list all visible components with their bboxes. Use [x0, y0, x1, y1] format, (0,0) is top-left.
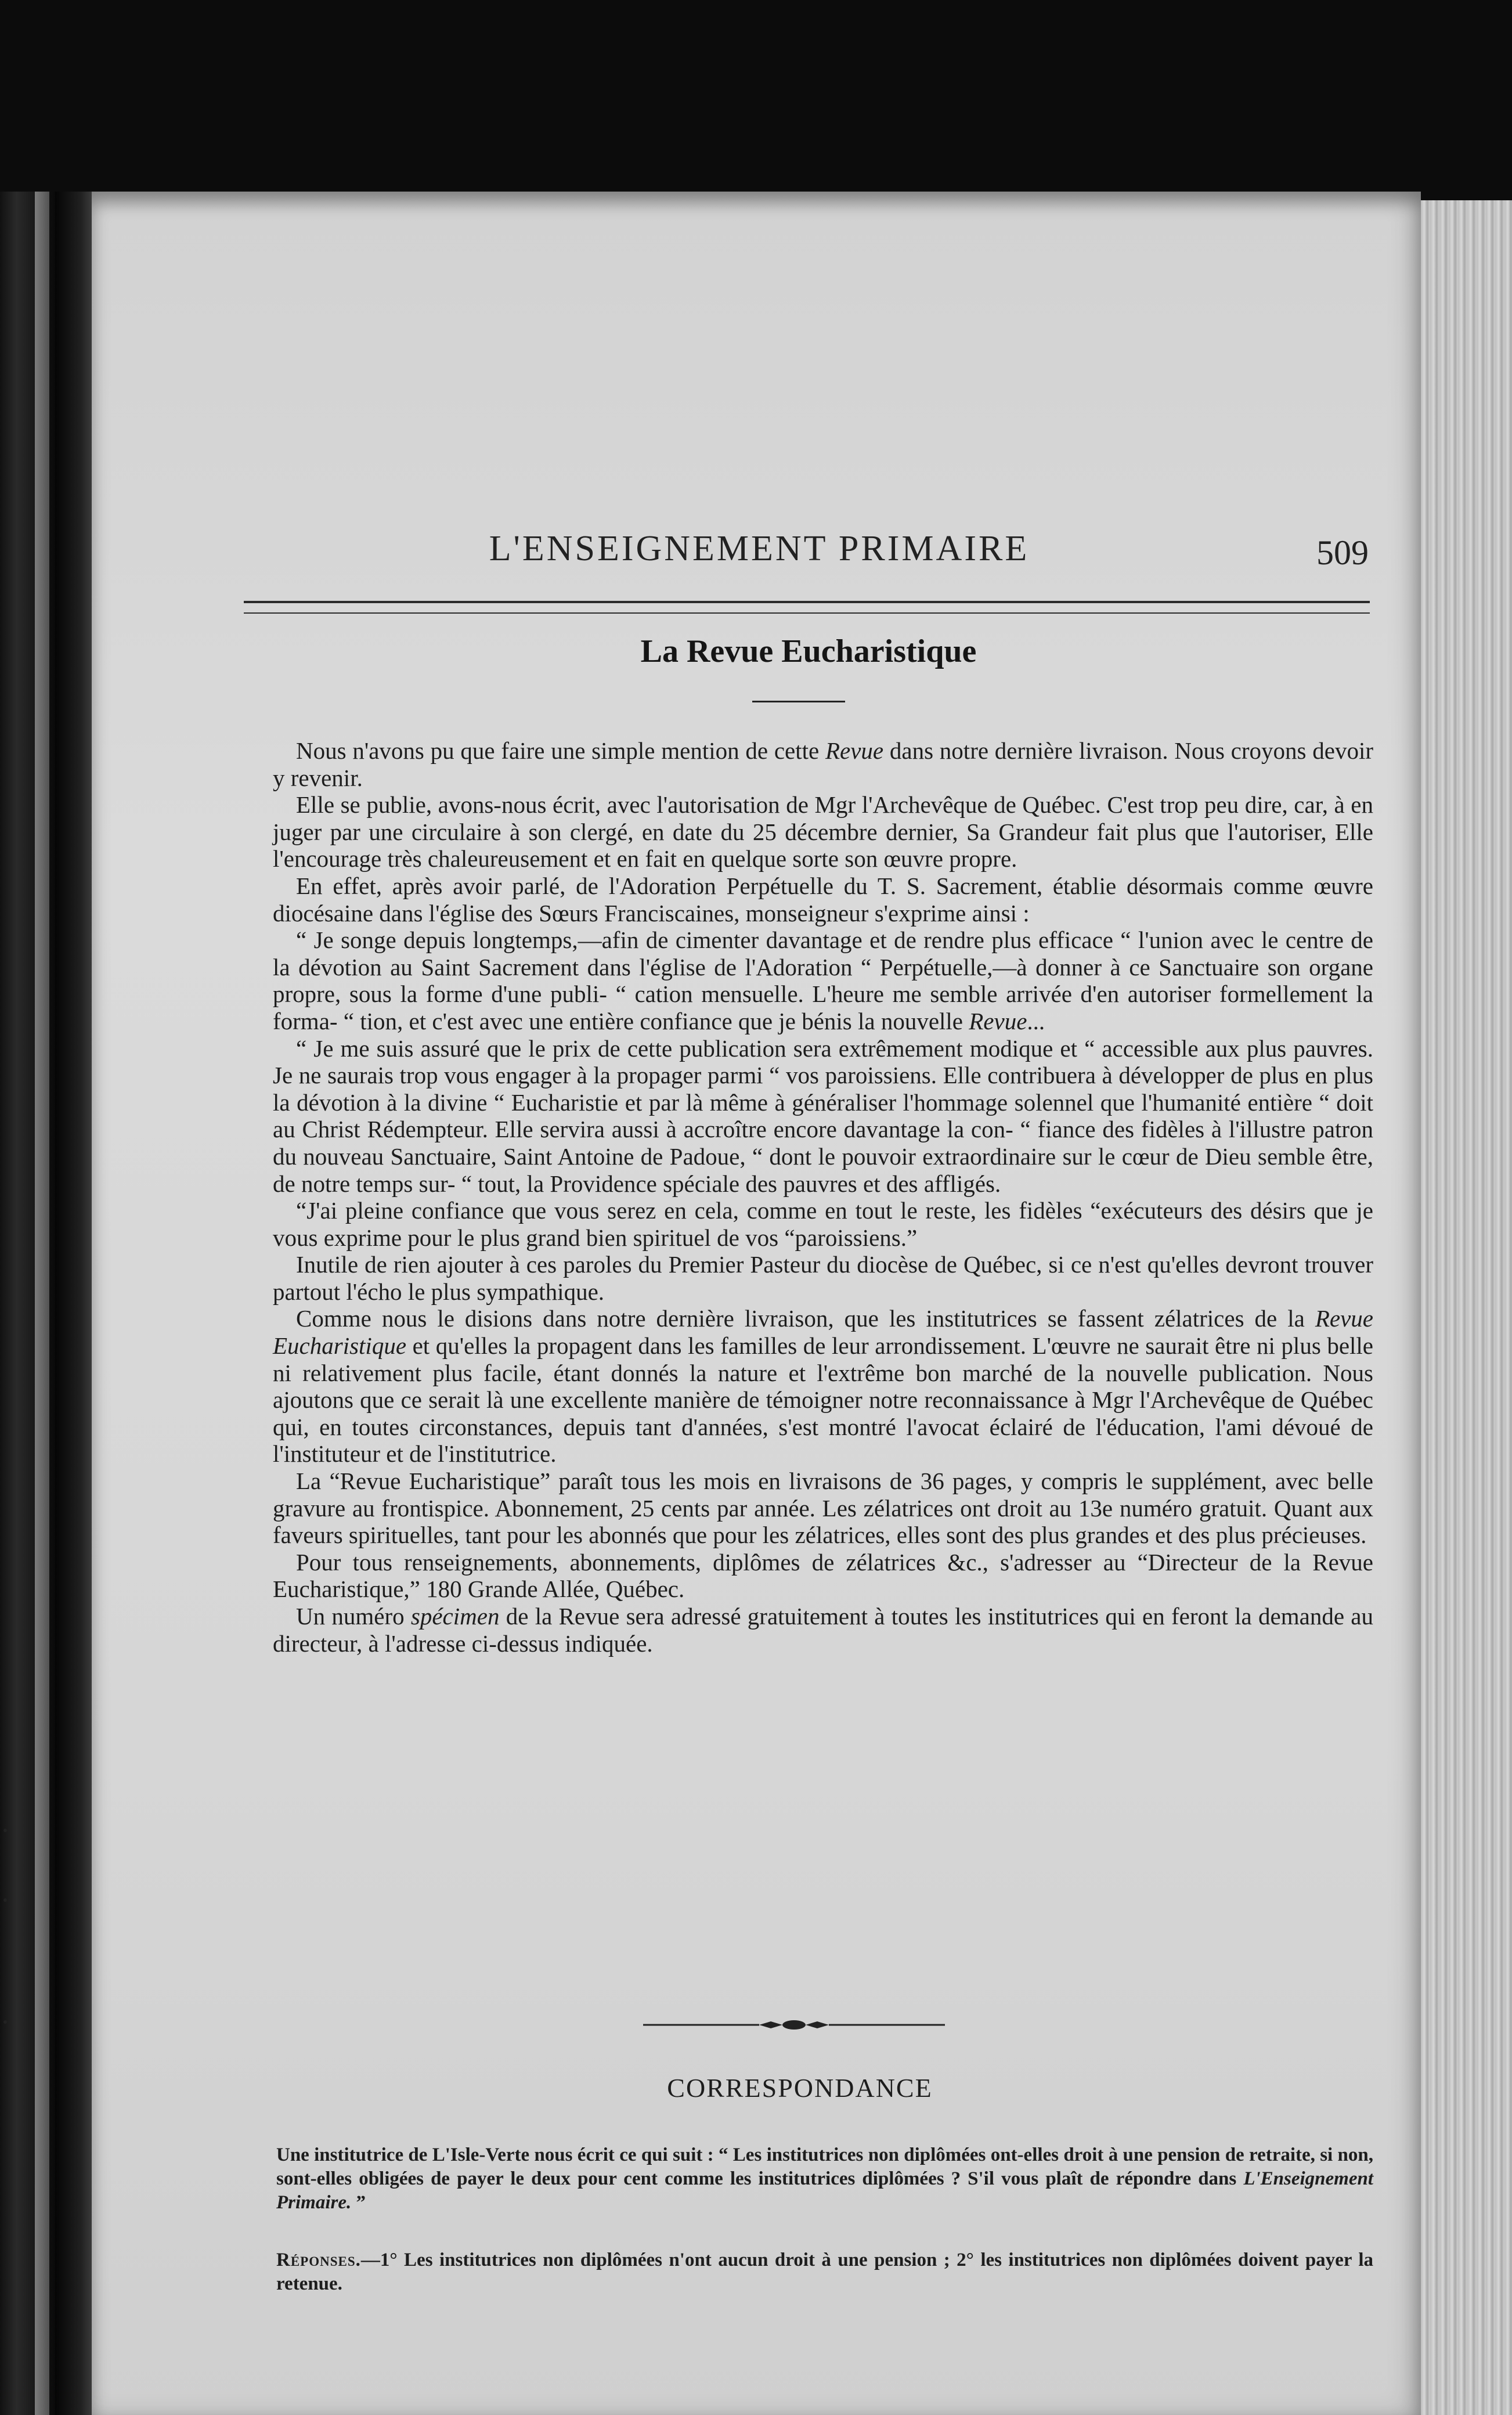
book-gutter: [55, 192, 92, 2415]
paragraph-text: de la Revue sera adressé gratuitement à toutes les institutrices qui en feront la demande au directeur, à l'adresse ci-dessus indiquée.: [273, 1603, 1373, 1657]
running-head: L'ENSEIGNEMENT PRIMAIRE: [489, 529, 1030, 568]
paragraph: Pour tous renseignements, abonnements, diplômes de zélatrices &c., s'adresser au “Directeur de la Revue Eucharistique,” 180 Grande Allée, Québec.: [273, 1548, 1373, 1603]
facing-page-edge: [35, 192, 49, 2415]
article-body: [273, 737, 1373, 1657]
paragraph-text: dans notre dernière livraison. Nous croyons devoir y revenir.: [273, 737, 1373, 791]
answer-text: [276, 2248, 1373, 2296]
paragraph: [273, 1603, 1373, 1657]
section-title: CORRESPONDANCE: [667, 2073, 933, 2103]
answer-label: Réponses.: [276, 2250, 361, 2270]
paragraph-text: Comme nous le disions dans notre dernière livraison, que les institutrices se fassent zélatrices de la: [296, 1305, 1315, 1332]
paragraph-emphasis: spécimen: [410, 1603, 500, 1630]
answer-body: —1° Les institutrices non diplômées n'ont aucun droit à une pension ; 2° les institutrices non diplômées doivent payer la retenue.: [276, 2250, 1373, 2294]
margin-speck: [3, 2020, 7, 2024]
article-title: La Revue Eucharistique: [640, 633, 977, 669]
paragraph: Elle se publie, avons-nous écrit, avec l'autorisation de Mgr l'Archevêque de Québec. C'est trop peu dire, car, à en juger par une circulaire à son clergé, en date du 25 décembre dernier, Sa Grandeur fait plus que l'autoriser, Elle l'encourage très chaleureusement et en fait en quelque sorte son œuvre propre.: [273, 791, 1373, 873]
letter-text: [276, 2143, 1373, 2215]
paragraph-emphasis: Revue: [969, 1007, 1027, 1035]
paragraph: La “Revue Eucharistique” paraît tous les mois en livraisons de 36 pages, y compris le supplément, avec belle gravure au frontispice. Abonnement, 25 cents par année. Les zélatrices ont droit au 13e numéro gratuit. Quant aux faveurs spirituelles, tant pour les abonnés que pour les zélatrices, elles sont des plus grandes et des plus précieuses.: [273, 1468, 1373, 1549]
paragraph: [273, 737, 1373, 791]
quote-paragraph: “ Je me suis assuré que le prix de cette publication sera extrêmement modique et “ accessible aux plus pauvres. Je ne saurais trop vous engager à la propager parmi “ vos paroissiens. Elle contribuera à développer de plus en plus la dévotion à la divine “ Eucharistie et par là même à généraliser l'hommage solennel que l'humanité entière “ doit au Christ Rédempteur. Elle servira aussi à accroître encore davantage la con- “ fiance des fidèles à l'illustre patron du nouveau Sanctuaire, Saint Antoine de Padoue, “ dont le pouvoir extraordinaire sur le cœur de Dieu semble être, de notre temps sur- “ tout, la Providence spéciale des pauvres et des affligés.: [273, 1035, 1373, 1197]
letter-closing: ”: [351, 2192, 366, 2213]
margin-marks: [2, 1829, 9, 2061]
title-underline: [752, 701, 845, 702]
paragraph: [273, 1305, 1373, 1468]
quote-paragraph: [273, 927, 1373, 1035]
margin-speck: [3, 1829, 7, 1832]
paragraph: En effet, après avoir parlé, de l'Adoration Perpétuelle du T. S. Sacrement, établie désormais comme œuvre diocésaine dans l'église des Sœurs Franciscaines, monseigneur s'exprime ainsi :: [273, 872, 1373, 927]
letter-body: Une institutrice de L'Isle-Verte nous écrit ce qui suit : “ Les institutrices non diplômées ont-elles droit à une pension de retraite, si non, sont-elles obligées de payer le deux pour cent comme les institutrices diplômées ? S'il vous plaît de répondre dans: [276, 2144, 1373, 2189]
page-content: [92, 192, 1421, 2415]
paragraph-text: Un numéro: [296, 1603, 411, 1630]
scanned-page: [92, 192, 1421, 2415]
paragraph-emphasis: Revue Eucharistique: [273, 1305, 1373, 1360]
paragraph-text: Nous n'avons pu que faire une simple mention de cette: [296, 737, 825, 764]
letter-paragraph: [276, 2143, 1373, 2215]
quote-paragraph: “J'ai pleine confiance que vous serez en cela, comme en tout le reste, les fidèles “exécuteurs des désirs que je vous exprime pour le plus grand bien spirituel de vos “paroissiens.”: [273, 1197, 1373, 1251]
page-stack-edges: [1421, 200, 1512, 2415]
letter-emphasis: L'Enseignement Primaire.: [276, 2168, 1373, 2213]
section-ornament: [643, 2019, 945, 2031]
header-double-rule: [244, 601, 1370, 614]
paragraph-text: ...: [1027, 1007, 1045, 1035]
paragraph: Inutile de rien ajouter à ces paroles du Premier Pasteur du diocèse de Québec, si ce n'est qu'elles devront trouver partout l'écho le plus sympathique.: [273, 1251, 1373, 1305]
paragraph-text: “ Je songe depuis longtemps,—afin de cimenter davantage et de rendre plus efficace “ l'union avec le centre de la dévotion au Saint Sacrement dans l'église de l'Adoration “ Perpétuelle,—à donner à ce Sanctuaire son organe propre, sous la forme d'une publi- “ cation mensuelle. L'heure me semble arrivée d'en autoriser formellement la forma- “ tion, et c'est avec une entière confiance que je bénis la nouvelle: [273, 927, 1373, 1035]
paragraph-emphasis: Revue: [825, 737, 884, 764]
paragraph-text: et qu'elles la propagent dans les familles de leur arrondissement. L'œuvre ne saurait être ni plus belle ni relativement plus facile, étant donnés la nature et l'extrême bon marché de la nouvelle publication. Nous ajoutons que ce serait là une excellente manière de témoigner notre reconnaissance à Mgr l'Archevêque de Québec qui, en toutes circonstances, depuis tant d'années, s'est montré l'avocat éclairé de l'éducation, l'ami dévoué de l'instituteur et de l'institutrice.: [273, 1332, 1373, 1468]
margin-speck: [3, 1898, 7, 1902]
page-number: 509: [1316, 534, 1369, 572]
